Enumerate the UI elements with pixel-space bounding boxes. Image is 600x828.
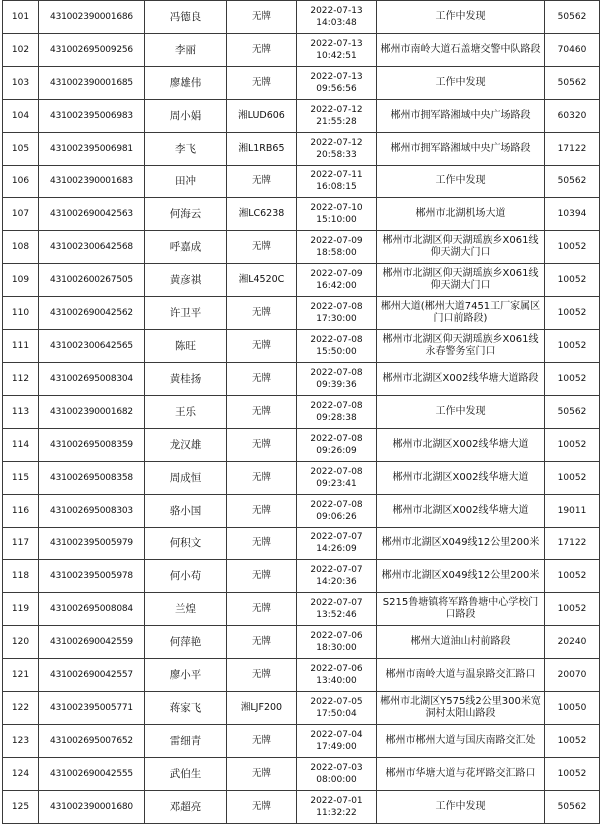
record-code-cell: 431002395005771 (39, 692, 145, 725)
violation-time-cell (297, 264, 377, 297)
person-name-cell: 骆小国 (145, 494, 227, 527)
plate-number-cell: 湘L4520C (227, 264, 297, 297)
violation-clock-time: 09:26:09 (316, 445, 357, 456)
table-row (3, 33, 600, 66)
violation-time-cell (297, 494, 377, 527)
person-name-cell: 呼嘉成 (145, 231, 227, 264)
violation-clock-time: 13:52:46 (316, 610, 357, 621)
violation-time-cell (297, 33, 377, 66)
person-name-cell: 田冲 (145, 165, 227, 198)
record-number-cell: 116 (3, 494, 39, 527)
violation-clock-time: 18:30:00 (316, 643, 357, 654)
violation-time-cell (297, 198, 377, 231)
violation-time-cell (297, 1, 377, 34)
violation-clock-time: 09:23:41 (316, 478, 357, 489)
department-code-cell: 50562 (545, 790, 600, 823)
violation-time-cell (297, 330, 377, 363)
violation-time-cell (297, 790, 377, 823)
location-cell: 郴州市北湖区X049线12公里200米 (377, 560, 545, 593)
record-number-cell: 122 (3, 692, 39, 725)
violation-clock-time: 09:06:26 (316, 511, 357, 522)
person-name-cell: 周成恒 (145, 461, 227, 494)
record-number-cell: 120 (3, 626, 39, 659)
record-number-cell: 113 (3, 395, 39, 428)
plate-number-cell: 无牌 (227, 330, 297, 363)
violation-clock-time: 21:55:28 (316, 116, 357, 127)
department-code-cell: 20240 (545, 626, 600, 659)
plate-number-cell: 无牌 (227, 362, 297, 395)
record-number-cell: 115 (3, 461, 39, 494)
record-code-cell: 431002390001686 (39, 1, 145, 34)
person-name-cell: 邓超亮 (145, 790, 227, 823)
record-number-cell: 109 (3, 264, 39, 297)
table-row (3, 231, 600, 264)
plate-number-cell: 无牌 (227, 428, 297, 461)
violation-time-cell (297, 99, 377, 132)
violation-date: 2022-07-06 (310, 631, 363, 642)
violation-date: 2022-07-01 (310, 795, 363, 806)
record-number-cell: 110 (3, 297, 39, 330)
violation-date: 2022-07-11 (310, 170, 363, 181)
record-number-cell: 107 (3, 198, 39, 231)
plate-number-cell: 无牌 (227, 33, 297, 66)
person-name-cell: 何萍艳 (145, 626, 227, 659)
violation-clock-time: 15:50:00 (316, 347, 357, 358)
department-code-cell: 10052 (545, 231, 600, 264)
violation-time-cell (297, 692, 377, 725)
person-name-cell: 李飞 (145, 132, 227, 165)
table-row (3, 99, 600, 132)
person-name-cell: 许卫平 (145, 297, 227, 330)
department-code-cell: 50562 (545, 165, 600, 198)
violation-clock-time: 15:10:00 (316, 215, 357, 226)
person-name-cell: 何积文 (145, 527, 227, 560)
record-number-cell: 111 (3, 330, 39, 363)
record-code-cell: 431002395005979 (39, 527, 145, 560)
person-name-cell: 何海云 (145, 198, 227, 231)
record-code-cell: 431002390001682 (39, 395, 145, 428)
violation-date: 2022-07-08 (310, 466, 363, 477)
department-code-cell: 10050 (545, 692, 600, 725)
record-code-cell: 431002690042562 (39, 297, 145, 330)
department-code-cell: 17122 (545, 132, 600, 165)
location-cell: 工作中发现 (377, 165, 545, 198)
plate-number-cell: 湘LC6238 (227, 198, 297, 231)
record-code-cell: 431002690042559 (39, 626, 145, 659)
violation-date: 2022-07-08 (310, 367, 363, 378)
violation-clock-time: 11:32:22 (316, 807, 357, 818)
violation-date: 2022-07-09 (310, 236, 363, 247)
violation-clock-time: 17:30:00 (316, 314, 357, 325)
department-code-cell: 19011 (545, 494, 600, 527)
table-row (3, 527, 600, 560)
person-name-cell: 冯德良 (145, 1, 227, 34)
record-code-cell: 431002695007652 (39, 724, 145, 757)
department-code-cell: 10052 (545, 724, 600, 757)
plate-number-cell: 湘LJF200 (227, 692, 297, 725)
table-row (3, 1, 600, 34)
table-row (3, 626, 600, 659)
department-code-cell: 10052 (545, 593, 600, 626)
violation-clock-time: 14:20:36 (316, 577, 357, 588)
violation-date: 2022-07-05 (310, 696, 363, 707)
location-cell: 郴州市北湖区仰天湖瑶族乡X061线仰天湖大门口 (377, 264, 545, 297)
department-code-cell: 50562 (545, 395, 600, 428)
table-row (3, 560, 600, 593)
violation-date: 2022-07-13 (310, 38, 363, 49)
record-code-cell: 431002695008359 (39, 428, 145, 461)
location-cell: 郴州市北湖区Y575线2公里300米宽洞村太阳山路段 (377, 692, 545, 725)
violation-date: 2022-07-13 (310, 71, 363, 82)
violation-clock-time: 09:56:56 (316, 83, 357, 94)
violation-date: 2022-07-08 (310, 335, 363, 346)
person-name-cell: 黄彦祺 (145, 264, 227, 297)
violation-clock-time: 18:58:00 (316, 248, 357, 259)
location-cell: S215鲁塘镇将军路鲁塘中心学校门口路段 (377, 593, 545, 626)
plate-number-cell: 无牌 (227, 724, 297, 757)
location-cell: 郴州市北湖区仰天湖瑶族乡X061线永春警务室门口 (377, 330, 545, 363)
violation-date: 2022-07-07 (310, 598, 363, 609)
record-code-cell: 431002390001680 (39, 790, 145, 823)
table-body (3, 1, 600, 824)
location-cell: 郴州市北湖区X002线华塘大道 (377, 494, 545, 527)
record-code-cell: 431002395006981 (39, 132, 145, 165)
location-cell: 郴州大道油山村前路段 (377, 626, 545, 659)
location-cell: 郴州大道(郴州大道7451工厂家属区门口前路段) (377, 297, 545, 330)
violation-clock-time: 20:58:33 (316, 149, 357, 160)
violation-clock-time: 09:28:38 (316, 412, 357, 423)
department-code-cell: 10052 (545, 461, 600, 494)
location-cell: 工作中发现 (377, 66, 545, 99)
plate-number-cell: 无牌 (227, 231, 297, 264)
table-row (3, 198, 600, 231)
violation-clock-time: 16:08:15 (316, 182, 357, 193)
location-cell: 工作中发现 (377, 395, 545, 428)
table-row (3, 428, 600, 461)
table-row (3, 659, 600, 692)
location-cell: 郴州市南岭大道石盖塘交警中队路段 (377, 33, 545, 66)
violation-date: 2022-07-04 (310, 729, 363, 740)
person-name-cell: 王乐 (145, 395, 227, 428)
violation-clock-time: 17:50:04 (316, 708, 357, 719)
plate-number-cell: 无牌 (227, 395, 297, 428)
department-code-cell: 10052 (545, 560, 600, 593)
record-code-cell: 431002690042563 (39, 198, 145, 231)
record-number-cell: 118 (3, 560, 39, 593)
table-row (3, 132, 600, 165)
department-code-cell: 50562 (545, 66, 600, 99)
person-name-cell: 蒋家飞 (145, 692, 227, 725)
record-number-cell: 123 (3, 724, 39, 757)
record-number-cell: 106 (3, 165, 39, 198)
violation-date: 2022-07-08 (310, 433, 363, 444)
violation-time-cell (297, 626, 377, 659)
violation-date: 2022-07-12 (310, 104, 363, 115)
violation-time-cell (297, 132, 377, 165)
table-row (3, 395, 600, 428)
record-number-cell: 105 (3, 132, 39, 165)
person-name-cell: 廖雄伟 (145, 66, 227, 99)
violation-date: 2022-07-12 (310, 137, 363, 148)
record-number-cell: 124 (3, 757, 39, 790)
plate-number-cell: 无牌 (227, 66, 297, 99)
plate-number-cell: 无牌 (227, 1, 297, 34)
table-row (3, 66, 600, 99)
record-code-cell: 431002395006983 (39, 99, 145, 132)
location-cell: 郴州市北湖区X002线华塘大道 (377, 461, 545, 494)
record-number-cell: 125 (3, 790, 39, 823)
record-code-cell: 431002390001685 (39, 66, 145, 99)
violation-clock-time: 09:39:36 (316, 379, 357, 390)
department-code-cell: 10052 (545, 297, 600, 330)
department-code-cell: 10052 (545, 428, 600, 461)
department-code-cell: 50562 (545, 1, 600, 34)
table-row (3, 593, 600, 626)
location-cell: 郴州市南岭大道与温泉路交汇路口 (377, 659, 545, 692)
violation-time-cell (297, 757, 377, 790)
violation-time-cell (297, 165, 377, 198)
violation-clock-time: 10:42:51 (316, 50, 357, 61)
violation-date: 2022-07-09 (310, 269, 363, 280)
plate-number-cell: 无牌 (227, 297, 297, 330)
table-row (3, 461, 600, 494)
record-code-cell: 431002600267505 (39, 264, 145, 297)
violation-clock-time: 14:26:09 (316, 544, 357, 555)
location-cell: 郴州市拥军路湘域中央广场路段 (377, 99, 545, 132)
person-name-cell: 李丽 (145, 33, 227, 66)
plate-number-cell: 湘L1RB65 (227, 132, 297, 165)
department-code-cell: 10394 (545, 198, 600, 231)
person-name-cell: 何小苟 (145, 560, 227, 593)
record-code-cell: 431002695009256 (39, 33, 145, 66)
table-row (3, 494, 600, 527)
violation-date: 2022-07-13 (310, 5, 363, 16)
record-number-cell: 101 (3, 1, 39, 34)
table-row (3, 692, 600, 725)
record-number-cell: 103 (3, 66, 39, 99)
table-row (3, 362, 600, 395)
location-cell: 郴州市拥军路湘域中央广场路段 (377, 132, 545, 165)
plate-number-cell: 无牌 (227, 527, 297, 560)
violation-date: 2022-07-07 (310, 532, 363, 543)
plate-number-cell: 无牌 (227, 626, 297, 659)
violation-time-cell (297, 593, 377, 626)
location-cell: 郴州市北湖机场大道 (377, 198, 545, 231)
department-code-cell: 60320 (545, 99, 600, 132)
person-name-cell: 陈旺 (145, 330, 227, 363)
violation-time-cell (297, 395, 377, 428)
person-name-cell: 武伯生 (145, 757, 227, 790)
violation-clock-time: 08:00:00 (316, 774, 357, 785)
record-code-cell: 431002395005978 (39, 560, 145, 593)
location-cell: 工作中发现 (377, 1, 545, 34)
violation-time-cell (297, 724, 377, 757)
person-name-cell: 黄桂扬 (145, 362, 227, 395)
violation-time-cell (297, 362, 377, 395)
location-cell: 郴州市北湖区X002线华塘大道 (377, 428, 545, 461)
record-number-cell: 119 (3, 593, 39, 626)
violation-time-cell (297, 461, 377, 494)
record-code-cell: 431002695008304 (39, 362, 145, 395)
plate-number-cell: 无牌 (227, 494, 297, 527)
department-code-cell: 10052 (545, 362, 600, 395)
location-cell: 郴州市华塘大道与花坪路交汇路口 (377, 757, 545, 790)
plate-number-cell: 无牌 (227, 757, 297, 790)
department-code-cell: 70460 (545, 33, 600, 66)
record-number-cell: 121 (3, 659, 39, 692)
record-number-cell: 114 (3, 428, 39, 461)
violation-date: 2022-07-08 (310, 499, 363, 510)
violation-clock-time: 13:40:00 (316, 676, 357, 687)
plate-number-cell: 湘LUD606 (227, 99, 297, 132)
violation-time-cell (297, 297, 377, 330)
violation-time-cell (297, 231, 377, 264)
record-code-cell: 431002690042555 (39, 757, 145, 790)
record-code-cell: 431002390001683 (39, 165, 145, 198)
location-cell: 郴州市郴州大道与国庆南路交汇处 (377, 724, 545, 757)
record-code-cell: 431002690042557 (39, 659, 145, 692)
violation-date: 2022-07-08 (310, 400, 363, 411)
department-code-cell: 10052 (545, 264, 600, 297)
department-code-cell: 20070 (545, 659, 600, 692)
record-code-cell: 431002695008084 (39, 593, 145, 626)
plate-number-cell: 无牌 (227, 461, 297, 494)
plate-number-cell: 无牌 (227, 593, 297, 626)
violation-time-cell (297, 659, 377, 692)
violation-clock-time: 16:42:00 (316, 281, 357, 292)
violation-clock-time: 17:49:00 (316, 741, 357, 752)
violation-time-cell (297, 66, 377, 99)
table-row (3, 724, 600, 757)
violation-time-cell (297, 428, 377, 461)
person-name-cell: 周小娟 (145, 99, 227, 132)
violation-date: 2022-07-03 (310, 762, 363, 773)
table-row (3, 757, 600, 790)
table-row (3, 297, 600, 330)
person-name-cell: 雷细青 (145, 724, 227, 757)
violation-time-cell (297, 527, 377, 560)
record-code-cell: 431002695008358 (39, 461, 145, 494)
violation-clock-time: 14:03:48 (316, 17, 357, 28)
record-code-cell: 431002695008303 (39, 494, 145, 527)
department-code-cell: 10052 (545, 330, 600, 363)
plate-number-cell: 无牌 (227, 165, 297, 198)
location-cell: 工作中发现 (377, 790, 545, 823)
record-code-cell: 431002300642568 (39, 231, 145, 264)
person-name-cell: 廖小平 (145, 659, 227, 692)
record-number-cell: 102 (3, 33, 39, 66)
table-row (3, 330, 600, 363)
record-number-cell: 112 (3, 362, 39, 395)
record-number-cell: 117 (3, 527, 39, 560)
person-name-cell: 兰煌 (145, 593, 227, 626)
table-row (3, 264, 600, 297)
department-code-cell: 17122 (545, 527, 600, 560)
plate-number-cell: 无牌 (227, 560, 297, 593)
violation-date: 2022-07-08 (310, 302, 363, 313)
plate-number-cell: 无牌 (227, 790, 297, 823)
violation-date: 2022-07-10 (310, 203, 363, 214)
location-cell: 郴州市北湖区仰天湖瑶族乡X061线仰天湖大门口 (377, 231, 545, 264)
plate-number-cell: 无牌 (227, 659, 297, 692)
location-cell: 郴州市北湖区X049线12公里200米 (377, 527, 545, 560)
table-row (3, 165, 600, 198)
location-cell: 郴州市北湖区X002线华塘大道路段 (377, 362, 545, 395)
person-name-cell: 龙汉雄 (145, 428, 227, 461)
violation-time-cell (297, 560, 377, 593)
record-number-cell: 108 (3, 231, 39, 264)
violation-records-table (2, 0, 600, 824)
violation-date: 2022-07-06 (310, 664, 363, 675)
table-row (3, 790, 600, 823)
violation-date: 2022-07-07 (310, 565, 363, 576)
department-code-cell: 10052 (545, 757, 600, 790)
record-number-cell: 104 (3, 99, 39, 132)
record-code-cell: 431002300642565 (39, 330, 145, 363)
